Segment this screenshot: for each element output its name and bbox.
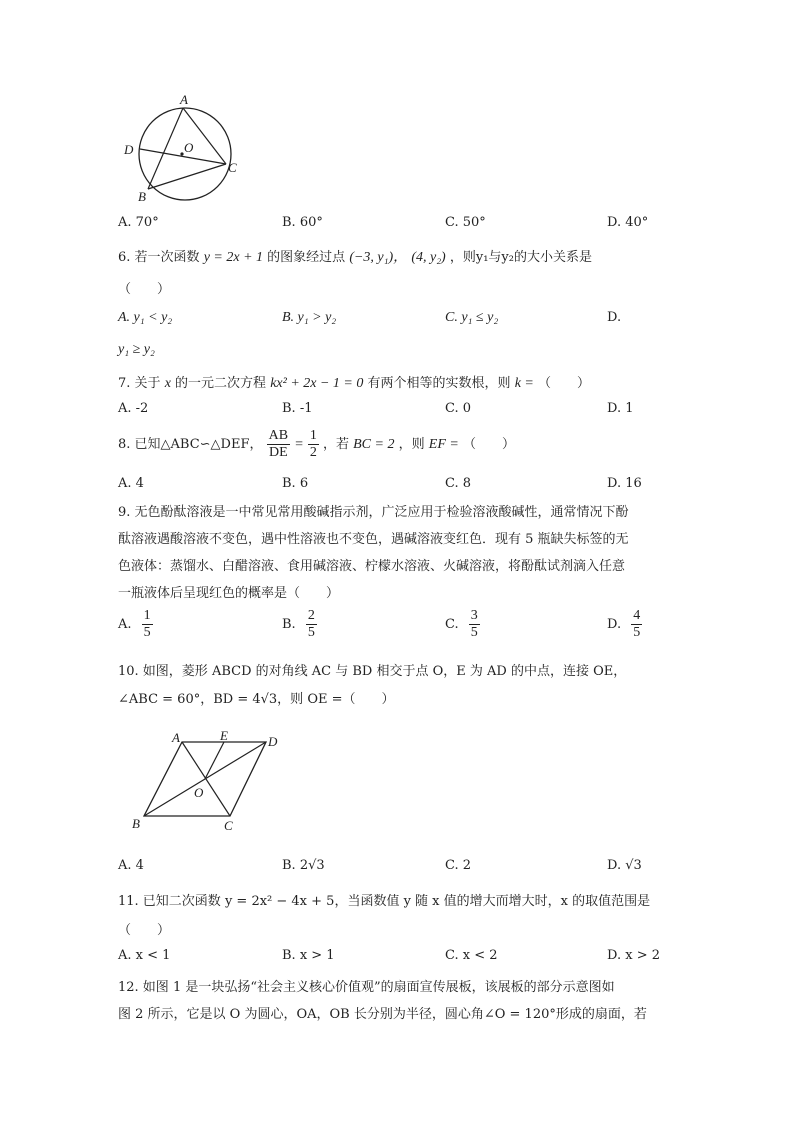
chord-ac — [183, 108, 226, 164]
q7-text-b: 的一元二次方程 — [175, 376, 267, 391]
q9-option-d-fraction — [631, 608, 642, 641]
q9-option-a-den: 5 — [143, 625, 151, 640]
q9-option-a — [118, 608, 153, 641]
q9-option-b — [282, 608, 317, 641]
label-c: C — [228, 160, 237, 175]
q9-option-c-num: 3 — [470, 608, 478, 623]
q6-stem — [118, 246, 592, 266]
q5-option-b: B. 60° — [282, 215, 323, 230]
q8-fraction-half — [308, 428, 319, 461]
q7-eq: kx² + 2x − 1 = 0 — [270, 376, 364, 391]
q7-k: k = — [514, 376, 534, 391]
q9-option-a-fraction — [142, 608, 153, 641]
q8-frac-den: DE — [269, 445, 288, 460]
q9-option-d-den: 5 — [633, 625, 641, 640]
q6-prefix: 6. 若一次函数 — [118, 250, 200, 265]
label-d: D — [268, 734, 278, 749]
q12-line-2: 图 2 所示，它是以 O 为圆心，OA，OB 长分别为半径，圆心角∠O = 120°形成的扇面，若 — [118, 1007, 647, 1022]
q5-circle-figure — [118, 92, 258, 204]
q9-option-c — [445, 608, 480, 641]
q10-line-1: 10. 如图，菱形 ABCD 的对角线 AC 与 BD 相交于点 O，E 为 AD 的中点，连接 OE， — [118, 664, 627, 679]
q9-option-d — [607, 608, 642, 641]
q9-option-d-label: D. — [607, 617, 622, 632]
q8-half-den: 2 — [309, 445, 317, 460]
label-e: E — [220, 730, 228, 743]
q6-p1: (−3, y₁)， — [349, 250, 408, 265]
chord-dc — [140, 149, 226, 164]
q9-option-c-label: C. — [445, 617, 459, 632]
q8-option-b: B. 6 — [282, 476, 309, 491]
q5-option-d: D. 40° — [607, 215, 649, 230]
q9-option-a-label: A. — [118, 617, 132, 632]
q11-line-1: 11. 已知二次函数 y = 2x² − 4x + 5，当函数值 y 随 x 值的增大而增大时，x 的取值范围是 — [118, 894, 651, 909]
q5-option-c: C. 50° — [445, 215, 486, 230]
q9-option-b-den: 5 — [307, 625, 315, 640]
label-c: C — [224, 818, 233, 833]
q8-eq: = — [294, 437, 304, 452]
q8-stem — [118, 428, 515, 461]
q11-option-d: D. x > 2 — [607, 948, 660, 963]
q7-text-c: 有两个相等的实数根，则 — [367, 376, 511, 391]
q9-option-b-num: 2 — [307, 608, 315, 623]
q9-line-1: 9. 无色酚酞溶液是一中常见常用酸碱指示剂，广泛应用于检验溶液酸碱性，通常情况下酚 — [118, 505, 629, 520]
label-o: O — [194, 785, 204, 800]
q8-text-a: 8. 已知△ABC∽△DEF， — [118, 437, 263, 452]
q6-paren: （ ） — [118, 282, 171, 297]
chord-bc — [148, 164, 226, 189]
q10-option-d: D. √3 — [607, 858, 642, 873]
label-a: A — [180, 92, 188, 107]
q9-option-c-fraction — [469, 608, 480, 641]
q9-option-b-label: B. — [282, 617, 296, 632]
q10-option-a: A. 4 — [118, 858, 144, 873]
q8-option-a: A. 4 — [118, 476, 144, 491]
q10-option-c: C. 2 — [445, 858, 472, 873]
q8-fraction-ab-de — [267, 428, 290, 461]
q9-line-3: 色液体：蒸馏水、白醋溶液、食用碱溶液、柠檬水溶液、火碱溶液，将酚酞试剂滴入任意 — [118, 559, 626, 574]
q6-p2: (4, y₂) — [411, 250, 446, 265]
q7-var: x — [164, 376, 171, 391]
q11-option-a: A. x < 1 — [118, 948, 171, 963]
q5-option-a: A. 70° — [118, 215, 159, 230]
label-a: A — [172, 730, 180, 745]
q6-option-d: D. — [607, 310, 622, 325]
q8-ef: EF = — [428, 437, 459, 452]
q10-option-b: B. 2√3 — [282, 858, 325, 873]
q6-expr: y = 2x + 1 — [203, 250, 264, 265]
q10-rhombus-figure — [126, 730, 296, 835]
q12-line-1: 12. 如图 1 是一块弘扬“社会主义核心价值观”的扇面宣传展板，该展板的部分示意图如 — [118, 980, 615, 995]
q9-option-d-num: 4 — [633, 608, 641, 623]
q6-option-d-value: y₁ ≥ y₂ — [118, 342, 155, 357]
q8-paren: （ ） — [462, 437, 515, 452]
q11-paren: （ ） — [118, 923, 171, 938]
q8-frac-num: AB — [268, 428, 289, 443]
q6-mid: 的图象经过点 — [267, 250, 346, 265]
q9-line-2: 酞溶液遇酸溶液不变色，遇中性溶液也不变色，遇碱溶液变红色．现有 5 瓶缺失标签的无 — [118, 532, 629, 547]
q6-suffix: ，则y₁与y₂的大小关系是 — [449, 250, 592, 265]
q8-bc: BC = 2 — [353, 437, 395, 452]
q11-option-b: B. x > 1 — [282, 948, 335, 963]
q8-half-num: 1 — [309, 428, 317, 443]
q7-stem — [118, 372, 590, 392]
q8-option-d: D. 16 — [607, 476, 642, 491]
q9-option-c-den: 5 — [470, 625, 478, 640]
q8-text-c: ，则 — [398, 437, 425, 452]
q7-option-a: A. -2 — [118, 401, 149, 416]
q7-option-d: D. 1 — [607, 401, 634, 416]
q9-option-b-fraction — [306, 608, 317, 641]
label-d: D — [124, 142, 134, 157]
q7-text-a: 7. 关于 — [118, 376, 161, 391]
q9-option-a-num: 1 — [143, 608, 151, 623]
label-b: B — [132, 816, 140, 831]
q9-line-4: 一瓶液体后呈现红色的概率是（ ） — [118, 586, 340, 601]
q7-option-c: C. 0 — [445, 401, 472, 416]
q8-text-b: ，若 — [322, 437, 349, 452]
q6-option-c: C. y₁ ≤ y₂ — [445, 310, 499, 325]
q7-paren: （ ） — [538, 376, 591, 391]
q6-option-a: A. y₁ < y₂ — [118, 310, 173, 325]
q7-option-b: B. -1 — [282, 401, 313, 416]
q11-option-c: C. x < 2 — [445, 948, 498, 963]
label-o: O — [184, 140, 194, 155]
label-b: B — [138, 189, 146, 204]
q10-line-2: ∠ABC = 60°，BD = 4√3，则 OE =（ ） — [118, 692, 395, 707]
q8-option-c: C. 8 — [445, 476, 472, 491]
q6-option-b: B. y₁ > y₂ — [282, 310, 337, 325]
